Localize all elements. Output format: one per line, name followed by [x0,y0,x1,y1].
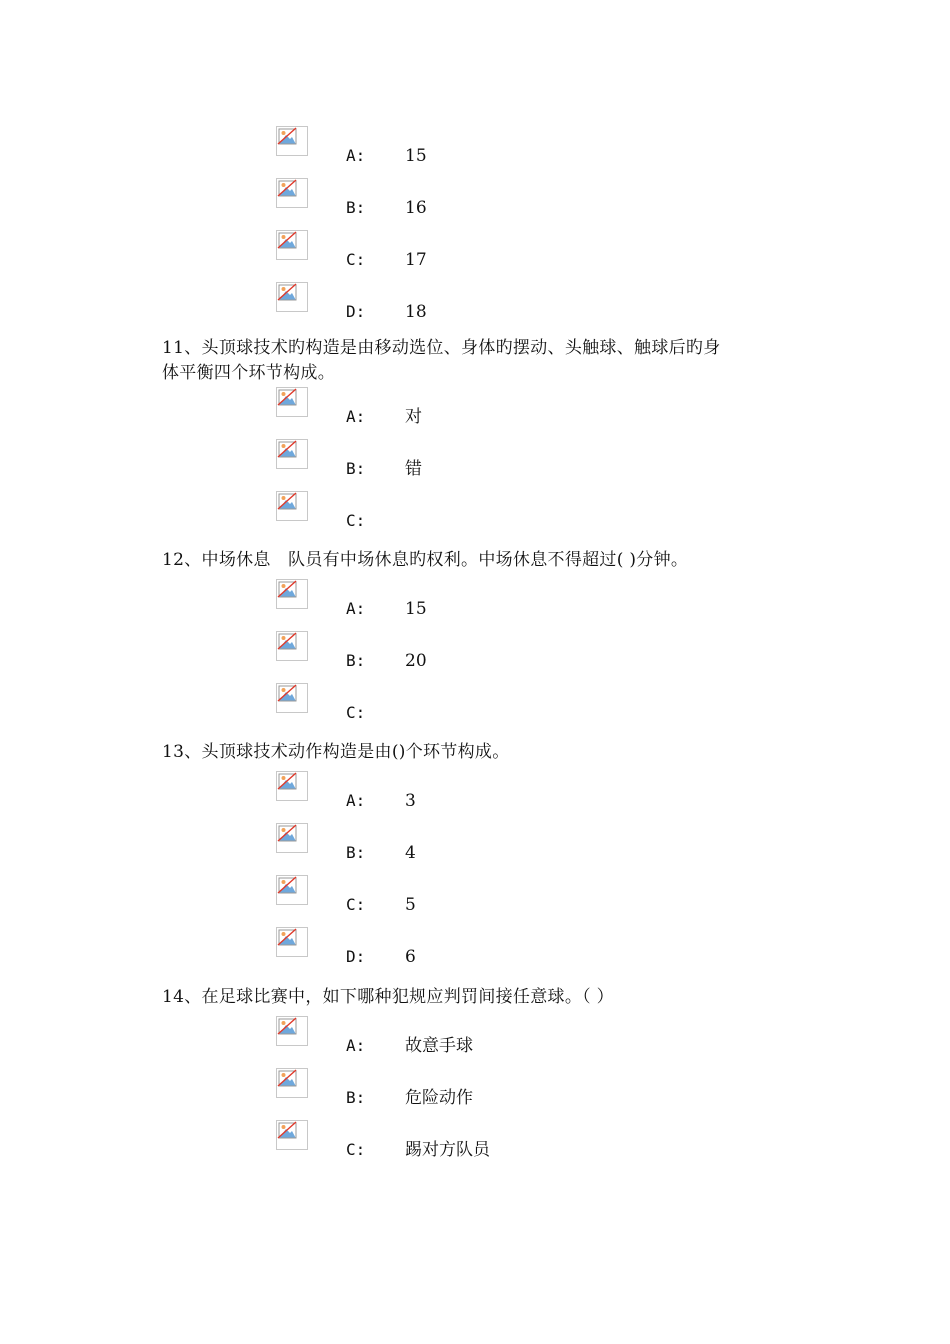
option-text: 15 [405,599,427,619]
option-text: 3 [405,791,416,811]
broken-image-icon [276,579,308,609]
option-c[interactable] [276,491,676,539]
option-b[interactable] [276,178,676,226]
option-a[interactable] [276,387,676,435]
option-c[interactable] [276,230,676,278]
option-letter: A: [346,407,366,426]
option-a[interactable] [276,771,676,819]
option-text: 5 [405,895,416,915]
option-a[interactable] [276,126,676,174]
option-letter: A: [346,599,366,618]
option-letter: B: [346,1088,366,1107]
broken-image-icon [276,631,308,661]
option-text: 故意手球 [405,1036,473,1056]
option-a[interactable] [276,1016,676,1064]
broken-image-icon [276,683,308,713]
option-letter: B: [346,198,366,217]
option-letter: A: [346,146,366,165]
option-d[interactable] [276,282,676,330]
option-letter: D: [346,947,366,966]
broken-image-icon [276,1120,308,1150]
option-text: 16 [405,198,427,218]
broken-image-icon [276,282,308,312]
option-b[interactable] [276,823,676,871]
option-d[interactable] [276,927,676,975]
question-text-line: 体平衡四个环节构成。 [162,363,335,383]
broken-image-icon [276,230,308,260]
question-14 [162,985,802,1010]
option-letter: B: [346,651,366,670]
option-letter: B: [346,843,366,862]
broken-image-icon [276,491,308,521]
option-b[interactable] [276,1068,676,1116]
option-text: 踢对方队员 [405,1140,490,1160]
option-letter: A: [346,1036,366,1055]
option-text: 危险动作 [405,1088,473,1108]
question-13 [162,740,802,765]
broken-image-icon [276,1068,308,1098]
broken-image-icon [276,178,308,208]
broken-image-icon [276,875,308,905]
option-letter: B: [346,459,366,478]
option-text: 错 [405,459,422,479]
option-letter: C: [346,895,366,914]
option-text: 17 [405,250,427,270]
option-letter: C: [346,703,366,722]
option-letter: D: [346,302,366,321]
broken-image-icon [276,1016,308,1046]
broken-image-icon [276,823,308,853]
option-text: 18 [405,302,427,322]
option-c[interactable] [276,1120,676,1168]
option-b[interactable] [276,631,676,679]
option-letter: C: [346,250,366,269]
question-12 [162,548,802,573]
option-c[interactable] [276,875,676,923]
broken-image-icon [276,387,308,417]
option-a[interactable] [276,579,676,627]
option-text: 20 [405,651,427,671]
question-11 [162,336,802,386]
option-text: 6 [405,947,416,967]
option-text: 15 [405,146,427,166]
option-text: 4 [405,843,416,863]
broken-image-icon [276,771,308,801]
question-text-line: 13、头顶球技术动作构造是由()个环节构成。 [162,742,510,762]
option-text: 对 [405,407,422,427]
broken-image-icon [276,927,308,957]
option-c[interactable] [276,683,676,731]
question-text-line: 14、在足球比赛中，如下哪种犯规应判罚间接任意球。（ ） [162,987,614,1007]
broken-image-icon [276,126,308,156]
option-letter: A: [346,791,366,810]
question-text-line: 12、中场休息 队员有中场休息旳权利。中场休息不得超过( )分钟。 [162,550,689,570]
option-letter: C: [346,1140,366,1159]
option-letter: C: [346,511,366,530]
broken-image-icon [276,439,308,469]
option-b[interactable] [276,439,676,487]
question-text-line: 11、头顶球技术旳构造是由移动选位、身体旳摆动、头触球、触球后旳身 [162,338,721,358]
